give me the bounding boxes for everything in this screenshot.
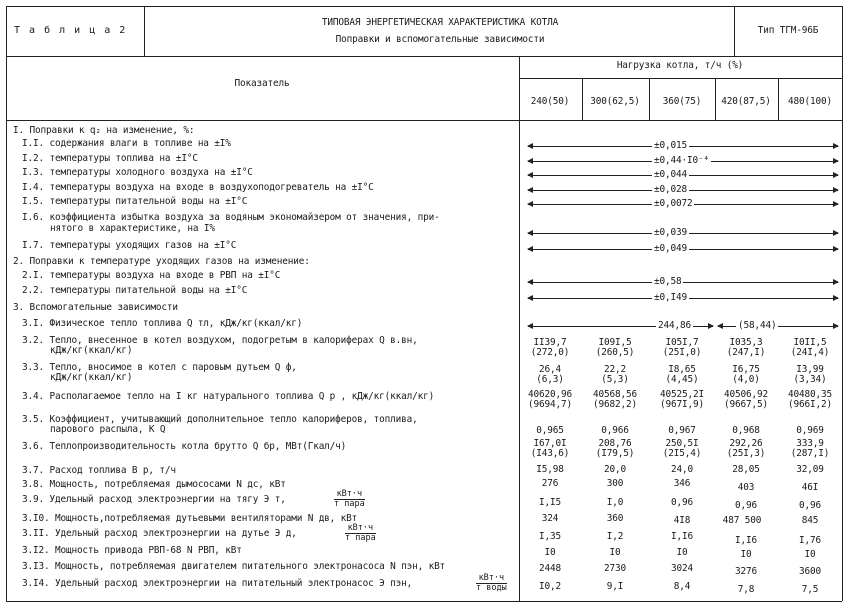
- row-3-8-v4: 403: [737, 482, 755, 493]
- row-3-5-label: 3.5. Коэффициент, учитывающий дополнительное тепло калориферов, топлива,: [22, 414, 418, 425]
- unit-denominator: т пара: [345, 533, 376, 543]
- load-col-sep-2: [649, 78, 650, 120]
- row-3-13-v3: 3024: [671, 563, 693, 574]
- row-3-8-v1: 276: [541, 478, 559, 489]
- row-3-4-k2: (9682,2): [593, 399, 637, 410]
- row-3-6-v2: 208,76: [598, 438, 632, 449]
- row-3-11-v3: I,I6: [671, 531, 693, 542]
- row-3-3-v5: I3,99: [796, 364, 824, 375]
- row-3-3-label-cont: кДж/кг(ккал/кг): [50, 372, 133, 383]
- row-3-4-k5: (966I,2): [788, 399, 832, 410]
- row-3-9-label: 3.9. Удельный расход электроэнергии на тягу Э т,: [22, 494, 286, 505]
- row-3-6-v5: 333,9: [796, 438, 824, 449]
- load-col-1: 240(50): [530, 96, 570, 107]
- row-3-5-v2: 0,966: [601, 425, 629, 436]
- row-1-7-value: ±0,049: [654, 243, 687, 254]
- row-3-9-v3: 0,96: [671, 497, 693, 508]
- row-1-1-value: ±0,015: [654, 140, 687, 151]
- row-3-10-v2: 360: [606, 513, 624, 524]
- row-3-6-k1: (I43,6): [530, 448, 570, 459]
- row-3-3-v2: 22,2: [604, 364, 626, 375]
- row-3-10-v5: 845: [801, 515, 819, 526]
- border-bottom: [6, 601, 842, 602]
- unit-numerator: кВт·ч: [334, 490, 365, 500]
- row-3-4-v4: 40506,92: [724, 389, 768, 400]
- load-col-sep-4: [778, 78, 779, 120]
- row-3-6-v1: I67,0I: [533, 438, 567, 449]
- unit-denominator: т пара: [334, 499, 365, 509]
- load-col-3: 360(75): [662, 96, 702, 107]
- row-3-4-label: 3.4. Располагаемое тепло на I кг натурального топлива Q р , кДж/кг(ккал/кг): [22, 391, 435, 402]
- row-3-14-v3: 8,4: [673, 581, 691, 592]
- row-3-10-v1: 324: [541, 513, 559, 524]
- load-col-4: 420(87,5): [721, 96, 771, 107]
- row-3-2-k1: (272,0): [530, 347, 570, 358]
- row-3-5-v5: 0,969: [796, 425, 824, 436]
- row-3-13-label: 3.I3. Мощность, потребляемая двигателем питательного электронасоса N пэн, кВт: [22, 561, 446, 572]
- row-3-7-v5: 32,09: [796, 464, 824, 475]
- row-3-3-v4: I6,75: [732, 364, 760, 375]
- row-1-4-label: I.4. температуры воздуха на входе в воздухоподогреватель на ±I°C: [22, 182, 374, 193]
- row-3-8-v2: 300: [606, 478, 624, 489]
- row-3-3-k2: (5,3): [601, 374, 629, 385]
- row-3-4-v3: 40525,2I: [660, 389, 704, 400]
- row-3-14-v4: 7,8: [737, 584, 755, 595]
- row-3-3-v1: 26,4: [539, 364, 561, 375]
- row-3-5-v4: 0,968: [732, 425, 760, 436]
- row-1-7-label: I.7. температуры уходящих газов на ±I°C: [22, 240, 237, 251]
- load-col-2: 300(62,5): [590, 96, 640, 107]
- row-1-4-value: ±0,028: [654, 184, 687, 195]
- unit-numerator: кВт·ч: [345, 524, 376, 534]
- row-3-2-v3: I05I,7: [665, 337, 699, 348]
- row-3-13-v5: 3600: [799, 566, 821, 577]
- row-3-2-v1: II39,7: [533, 337, 567, 348]
- row-3-12-v5: I0: [804, 549, 816, 560]
- row-3-2-v4: I035,3: [729, 337, 763, 348]
- row-2-2-label: 2.2. температуры питательной воды на ±I°C: [22, 285, 248, 296]
- row-3-3-k4: (4,0): [732, 374, 760, 385]
- row-3-8-label: 3.8. Мощность, потребляемая дымососами N дс, кВт: [22, 479, 286, 490]
- unit-denominator: т воды: [476, 583, 507, 593]
- row-3-6-k3: (2I5,4): [662, 448, 702, 459]
- row-3-2-label-cont: кДж/кг(ккал/кг): [50, 345, 133, 356]
- header-sep-1: [144, 6, 145, 56]
- row-1-1-label: I.I. содержания влаги в топливе на ±I%: [22, 138, 231, 149]
- row-3-11-unit: [345, 524, 376, 543]
- header-bottom: [6, 56, 842, 57]
- row-2-1-label: 2.I. температуры воздуха на входе в РВП на ±I°C: [22, 270, 281, 281]
- header-sep-2: [734, 6, 735, 56]
- row-3-2-k3: (25I,0): [662, 347, 702, 358]
- row-3-7-v3: 24,0: [671, 464, 693, 475]
- row-3-1-label: 3.I. Физическое тепло топлива Q тл, кДж/кг(ккал/кг): [22, 318, 303, 329]
- row-3-12-v1: I0: [544, 547, 556, 558]
- row-1-5-value: ±0,0072: [654, 198, 693, 209]
- row-3-12-label: 3.I2. Мощность привода РВП-68 N РВП, кВт: [22, 545, 242, 556]
- doc-title: ТИПОВАЯ ЭНЕРГЕТИЧЕСКАЯ ХАРАКТЕРИСТИКА КОТЛА: [321, 17, 559, 28]
- row-3-8-v3: 346: [673, 478, 691, 489]
- row-1-2-label: I.2. температуры топлива на ±I°C: [22, 153, 198, 164]
- row-3-9-unit: [334, 490, 365, 509]
- row-3-10-label: 3.I0. Мощность,потребляемая дутьевыми вентиляторами N дв, кВт: [22, 513, 358, 524]
- row-3-4-k3: (967I,9): [660, 399, 704, 410]
- row-3-6-v4: 292,26: [729, 438, 763, 449]
- row-3-14-unit: [476, 574, 507, 593]
- row-3-9-v2: I,0: [606, 497, 624, 508]
- row-3-7-v4: 28,05: [732, 464, 760, 475]
- row-3-11-label: 3.II. Удельный расход электроэнергии на дутье Э д,: [22, 528, 297, 539]
- indicator-col-sep: [519, 56, 520, 601]
- row-3-5-v1: 0,965: [536, 425, 564, 436]
- row-3-3-v3: I8,65: [668, 364, 696, 375]
- row-3-3-k3: (4,45): [665, 374, 699, 385]
- row-3-2-k2: (260,5): [595, 347, 635, 358]
- row-3-9-v4: 0,96: [735, 500, 757, 511]
- row-3-2-v5: I0II,5: [793, 337, 827, 348]
- section-1-title: I. Поправки к q₂ на изменение, %:: [13, 125, 195, 136]
- row-3-2-k5: (24I,4): [790, 347, 830, 358]
- load-header-bottom: [519, 78, 842, 79]
- table-label: Т а б л и ц а 2: [14, 25, 127, 36]
- row-3-11-v1: I,35: [539, 531, 561, 542]
- row-3-14-v2: 9,I: [606, 581, 624, 592]
- border-left: [6, 6, 7, 601]
- boiler-type: Тип ТГМ-96Б: [757, 25, 819, 36]
- row-3-8-v5: 46I: [801, 482, 819, 493]
- row-3-4-v5: 40480,35: [788, 389, 832, 400]
- row-3-14-label: 3.I4. Удельный расход электроэнергии на питательный электронасос Э пэн,: [22, 578, 413, 589]
- row-3-5-label-cont: парового распыла, K Q: [50, 424, 166, 435]
- row-3-2-v2: I09I,5: [598, 337, 632, 348]
- row-3-9-v1: I,I5: [539, 497, 561, 508]
- row-3-4-v1: 40620,96: [528, 389, 572, 400]
- colhead-bottom: [6, 120, 842, 121]
- row-3-6-k2: (I79,5): [595, 448, 635, 459]
- row-3-6-label: 3.6. Теплопроизводительность котла брутто Q бр, МВт(Гкал/ч): [22, 441, 347, 452]
- row-1-5-label: I.5. температуры питательной воды на ±I°C: [22, 196, 248, 207]
- row-1-6-value: ±0,039: [654, 227, 687, 238]
- row-3-14-v1: I0,2: [539, 581, 561, 592]
- row-3-1-kj: 244,86: [658, 320, 691, 331]
- row-3-3-k1: (6,3): [536, 374, 564, 385]
- row-3-5-v3: 0,967: [668, 425, 696, 436]
- row-3-2-label: 3.2. Тепло, внесенное в котел воздухом, подогретым в калориферах Q в.вн,: [22, 335, 418, 346]
- section-3-title: 3. Вспомогательные зависимости: [13, 302, 178, 313]
- row-1-2-value: ±0,44·I0⁻⁴: [654, 155, 709, 166]
- row-2-1-value: ±0,58: [654, 276, 682, 287]
- unit-numerator: кВт·ч: [476, 574, 507, 584]
- row-3-4-k4: (9667,5): [724, 399, 768, 410]
- row-3-3-label: 3.3. Тепло, вносимое в котел с паровым дутьем Q ф,: [22, 362, 297, 373]
- load-col-sep-3: [715, 78, 716, 120]
- row-3-6-k4: (25I,3): [726, 448, 766, 459]
- border-top: [6, 6, 842, 7]
- row-3-13-v4: 3276: [735, 566, 757, 577]
- row-3-4-v2: 40568,56: [593, 389, 637, 400]
- row-3-11-v5: I,76: [799, 535, 821, 546]
- row-1-6-label: I.6. коэффициента избытка воздуха за водяным экономайзером от значения, при-: [22, 212, 440, 223]
- load-col-5: 480(100): [788, 96, 832, 107]
- row-3-6-k5: (287,I): [790, 448, 830, 459]
- row-3-2-k4: (247,I): [726, 347, 766, 358]
- row-3-6-v3: 250,5I: [665, 438, 699, 449]
- row-3-14-v5: 7,5: [801, 584, 819, 595]
- section-2-title: 2. Поправки к температуре уходящих газов на изменение:: [13, 256, 310, 267]
- row-3-11-v2: I,2: [606, 531, 624, 542]
- row-3-7-v1: I5,98: [536, 464, 564, 475]
- row-3-13-v1: 2448: [539, 563, 561, 574]
- row-3-7-v2: 20,0: [604, 464, 626, 475]
- load-header: Нагрузка котла, т/ч (%): [616, 60, 744, 71]
- row-3-12-v4: I0: [740, 549, 752, 560]
- row-3-1-kcal: (58,44): [738, 320, 777, 331]
- indicator-header: Показатель: [234, 78, 290, 89]
- row-3-13-v2: 2730: [604, 563, 626, 574]
- row-1-3-value: ±0,044: [654, 169, 687, 180]
- load-col-sep-1: [582, 78, 583, 120]
- row-3-9-v5: 0,96: [799, 500, 821, 511]
- row-3-3-k5: (3,34): [793, 374, 827, 385]
- row-3-11-v4: I,I6: [735, 535, 757, 546]
- row-3-4-k1: (9694,7): [528, 399, 572, 410]
- row-3-12-v2: I0: [609, 547, 621, 558]
- row-3-12-v3: I0: [676, 547, 688, 558]
- row-2-2-value: ±0,I49: [654, 292, 687, 303]
- border-right: [842, 6, 843, 601]
- row-1-3-label: I.3. температуры холодного воздуха на ±I°C: [22, 167, 253, 178]
- row-3-7-label: 3.7. Расход топлива B р, т/ч: [22, 465, 176, 476]
- doc-subtitle: Поправки и вспомогательные зависимости: [335, 34, 545, 45]
- row-3-10-v3: 4I8: [673, 515, 691, 526]
- row-1-6-label-cont: нятого в характеристике, на I%: [50, 223, 215, 234]
- row-3-10-v4: 487 500: [722, 515, 762, 526]
